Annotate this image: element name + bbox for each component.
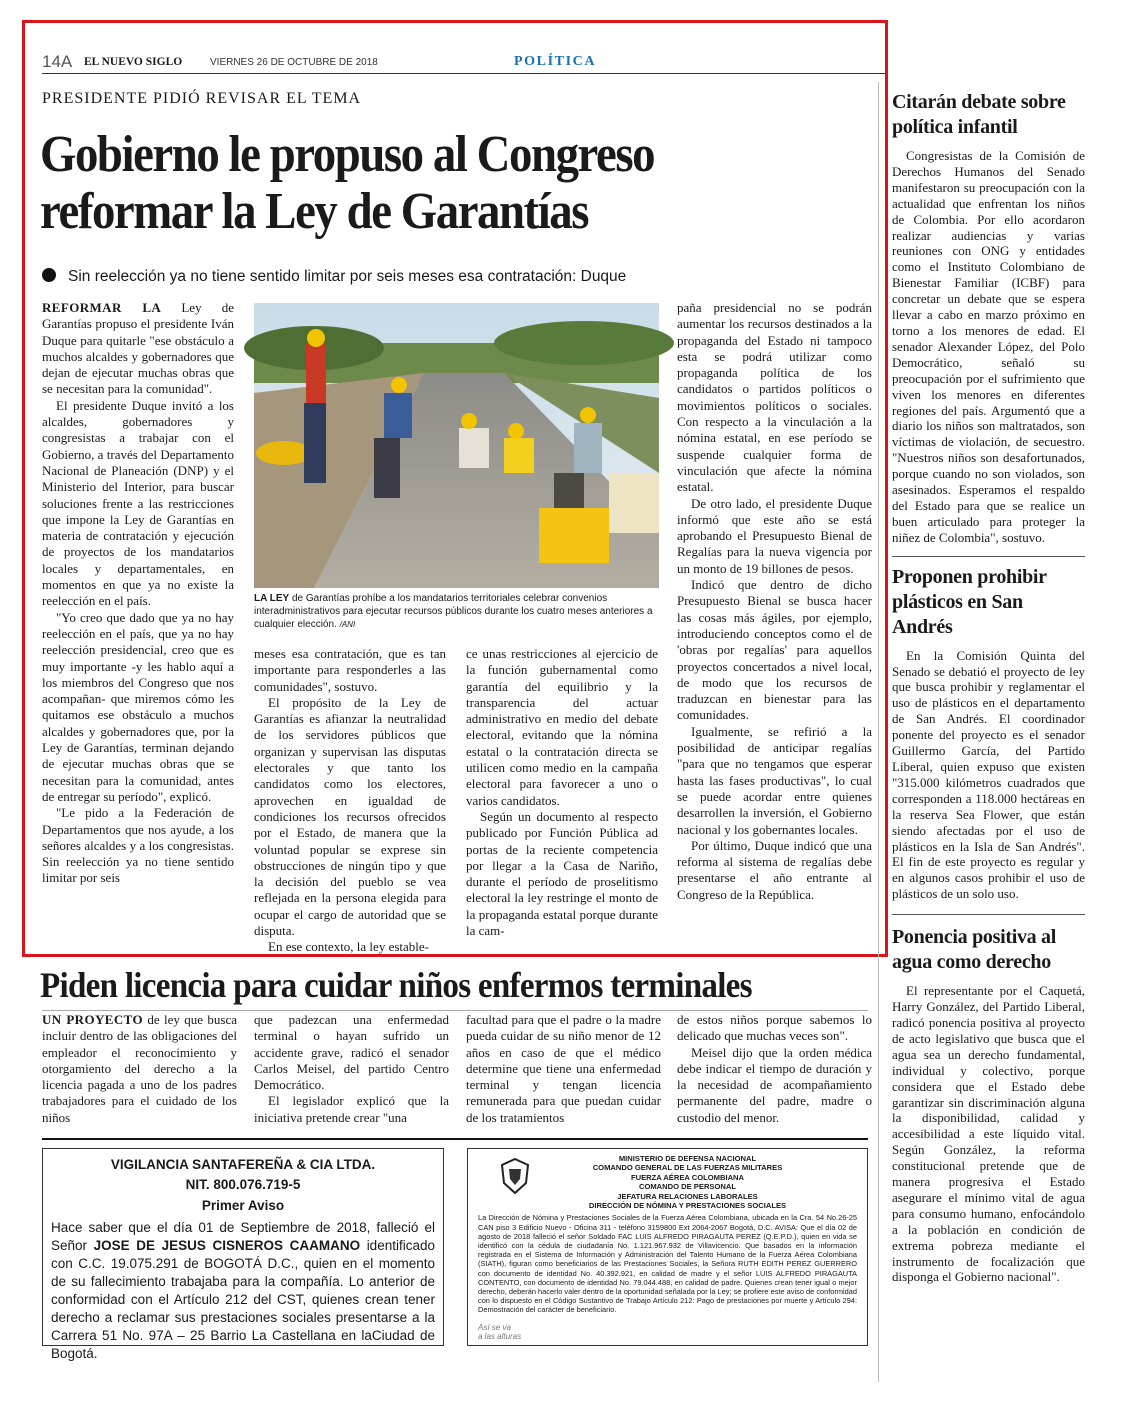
section-label: POLÍTICA [514, 54, 597, 69]
headline-line-2: reformar la Ley de Garantías [40, 183, 589, 240]
ad2-h1: MINISTERIO DE DEFENSA NACIONAL [618, 1154, 757, 1163]
ad2-body: La Dirección de Nómina y Prestaciones Sociales de la Fuerza Aérea Colombiana, ubicada en la Cra. 54 No.26-25 CAN piso 3 Edificio Nuevo - Oficina 311 - teléfono 3159800 Ext 2064-2067 Bogotá, D.C. AVISA: Que el día 02 de agosto de 2018 falleció el señor Soldado FAC LUIS ALFREDO PIRAGAUTA PEREZ (Q.E.P.D.), quien en vida se identificó con la cédula de ciudadanía No. 1.121.967.932 de Villavicencio. Que basados en la información registrada en el Sistema de Información y Administración del Talento Humano de la Fuerza Aérea Colombiana (SIATH), figuran como beneficiarios de las Prestaciones Sociales, la Señora RUTH EDITH PEREZ GUERRERO con documento de identidad No. 40.392.921, en calidad de madre y el señor LUIS ALFREDO PIRAGAUTA CONTENTO, con documento de identidad No. 79.044.488, en calidad de padre. Quienes crean tener igual o mejor derecho, deberán hacerlo valer dentro de la oportunidad señalada por la Ley; se profiere este aviso de conformidad con lo dispuesto en el Código Sustantivo de Trabajo Artículo 212: Pago de prestaciones por muerte y Artículo 294: Demostración del carácter de beneficiario. [478, 1213, 857, 1315]
col1-p3: "Yo creo que dado que ya no hay reelección en el país, que ya no hay reelección presidencial, creo que es muy importante -y les hablo aquí a los miembros del Congreso que nos acompañan- que miremos cómo les quitamos ese obstáculo a muchos alcaldes y gobernadores que, por la Ley de Garantías, terminan dejando de ejecutar muchas obras que se necesitan para la comunidad, antes de entregar su período", explicó. [42, 609, 234, 804]
ad2-h4: COMANDO DE PERSONAL [638, 1182, 737, 1192]
sidebar-title-3: Ponencia positiva al agua como derecho [892, 926, 1057, 974]
col1-p2: El presidente Duque invitó a los alcaldes, gobernadores y congresistas a trabajar con el Gobierno, a través del Departamento Nacional de Planeación (DNP) y el Ministerio del Interior, para buscar soluciones frente a las restricciones que impone la Ley de Garantías en materia de contratación y ejecución de proyectos de los mandatarios locales y departamentales, en momentos en que ya no existe la reelección en el país. [42, 397, 234, 609]
col4-p1: paña presidencial no se podrán aumentar los recursos destinados a la propaganda del Estado ni tampoco esta se podrá utilizar como propaganda política de los candidatos o partidos políticos o movimientos políticos o sociales. Con respecto a la vinculación a la nómina estatal, en ese período se suspende cualquier forma de vinculación que afecte la nómina estatal. [677, 300, 872, 495]
photo-credit: /ANI [339, 620, 356, 629]
sidebar-body-3: El representante por el Caquetá, Harry González, del Partido Liberal, radicó ponencia positiva al proyecto de acto legislativo que busca que el agua sea un derecho fundamental, individual y colectivo, porque considera que el Estado debe garantizar sin discriminación alguna la disponibilidad, calidad y accesibilidad a este líquido vital. Según González, la reforma constitucional pretende que de manera progresiva el Estado asegurare el mínimo vital de agua para consumo humano, enfocándolo a la población en condición de extrema pobreza mediante el instrumento de focalización que disponga el Gobierno nacional". [892, 983, 1085, 1285]
second-headline: Piden licencia para cuidar niños enfermos terminales [40, 965, 752, 1005]
ad1-text-a: Hace saber que el día 01 de Septiembre de 2018, falleció el Señor [51, 1220, 435, 1253]
news-photo [254, 303, 659, 588]
col2-p1: meses esa contratación, que es tan importante para responderles a las comunidades", sostuvo. [254, 646, 446, 694]
second-c4-p2: Meisel dijo que la orden médica debe indicar el tiempo de duración y la necesidad de acompañamiento permanente del padre, madre o custodio del menor. [677, 1044, 872, 1125]
ad2-slogan [478, 1323, 521, 1341]
coat-of-arms-icon [498, 1157, 532, 1195]
page-number: 14A [42, 52, 73, 71]
paper-name: EL NUEVO SIGLO [84, 56, 183, 68]
second-column-1 [42, 1012, 237, 1126]
article-column-3 [466, 646, 658, 939]
second-lead: UN PROYECTO [42, 1012, 143, 1027]
article-column-4 [677, 300, 872, 940]
obituary-notice-ad [42, 1148, 444, 1361]
military-notice-ad [467, 1148, 868, 1346]
caption-text: de Garantías prohíbe a los mandatarios territoriales celebrar convenios interadministrativos para ejecutar recursos públicos durante los cuatro meses anteriores a cualquier elección. [254, 593, 653, 630]
second-c3: facultad para que el padre o la madre pueda cuidar de su niño menor de 12 años en caso de que el médico determine que tiene una enfermedad terminal y tengan licencia remunerada para que puedan cuidar de los tratamientos [466, 1012, 661, 1125]
ad2-h2: COMANDO GENERAL DE LAS FUERZAS MILITARES [592, 1163, 783, 1173]
second-column-3 [466, 1012, 661, 1126]
headline [40, 126, 778, 240]
sidebar-body-2: En la Comisión Quinta del Senado se debatió el proyecto de ley que busca prohibir y reglamentar el uso de plásticos en el departamento de San Andrés. El coordinador ponente del proyecto es el senador Guillermo García, del Partido Liberal, quien expuso que existen "315.000 kilómetros cuadrados que corresponden a 118.000 hectáreas en la reserva Sea Flower, que están siendo afectadas por el uso de plásticos en la Isla de San Andrés". El fin de este proyecto es regular y en algunos casos prohibir el uso de plásticos de un solo uso. [892, 647, 1085, 902]
slogan-line-2: a las alturas [478, 1332, 522, 1341]
sidebar [892, 90, 1085, 1285]
subhead-text: Sin reelección ya no tiene sentido limitar por seis meses esa contratación: Duque [68, 268, 627, 285]
ad2-h3: FUERZA AÉREA COLOMBIANA [630, 1172, 745, 1182]
ad1-nit: NIT. 800.076.719-5 [185, 1177, 301, 1192]
article-lead: REFORMAR LA [42, 300, 162, 315]
ad1-company: VIGILANCIA SANTAFEREÑA & CIA LTDA. [110, 1157, 376, 1172]
ad1-name: JOSE DE JESUS CISNEROS CAAMANO [93, 1238, 361, 1253]
second-column-4 [677, 1012, 872, 1126]
headline-line-1: Gobierno le propuso al Congreso [40, 126, 655, 183]
col3-p2: Según un documento al respecto publicado por Función Pública ad portas de la reciente competencia por llegar a la Casa de Nariño, durante el período de proselitismo electoral la ley restringe el monto de la propaganda estatal porque durante la cam- [466, 808, 658, 939]
header-date: VIERNES 26 DE OCTUBRE DE 2018 [210, 57, 378, 68]
second-c1: de ley que busca incluir dentro de las obligaciones del empleador el reconocimiento y otorgamiento del derecho a la licencia pagada a uno de los padres trabajadores para el cuidado de los niños [42, 1012, 237, 1125]
sidebar-title-2: Proponen prohibir plásticos en San Andrés [892, 565, 1047, 638]
col4-p5: Por último, Duque indicó que una reforma al sistema de regalías debe presentarse el año entrante al Congreso de la República. [677, 837, 872, 902]
col4-p4: Igualmente, se refirió a la posibilidad de anticipar regalías "para que no tengamos que esperar hasta las fases productivas", lo cual se puede acordar entre quienes desarrollen la inversión, el Gobierno nacional y los gobernantes locales. [677, 723, 872, 837]
col4-p2: De otro lado, el presidente Duque informó que este año se está aprobando el Presupuesto Bienal de Regalías para la nueva vigencia por un monto de 19 billones de pesos. [677, 495, 872, 576]
col1-p4: "Le pido a la Federación de Departamentos que nos ayude, a los señores alcaldes y a los congresistas. Sin reelección ya no tiene sentido limitar por seis [42, 805, 234, 886]
page-header [42, 52, 882, 74]
second-c2-p1: que padezcan una enfermedad terminal o hayan sufrido un accidente grave, radicó el senador Carlos Meisel, del partido Centro Democrático. [254, 1012, 449, 1093]
photo-caption [254, 592, 659, 631]
col1-p1: Ley de Garantías propuso el presidente Iván Duque para quitarle "ese obstáculo a muchos alcaldes y gobernadores que dejan de ejecutar muchas obras que se necesitan para la comunidad". [42, 300, 235, 397]
col2-p2: El propósito de la Ley de Garantías es afianzar la neutralidad de los servidores públicos que organizan y supervisan las disputas electorales y que tanto los candidatos como los electores, aprovechen en igualdad de condiciones los recursos ofrecidos por el Estado, de manera que la voluntad popular se exprese sin obstrucciones de ningún tipo y que la decisión del pueblo se vea reflejada en la persona elegida para ocupar el cargo de autoridad que se disputa. [254, 694, 446, 939]
ad2-h6: DIRECCIÓN DE NÓMINA Y PRESTACIONES SOCIALES [588, 1201, 787, 1211]
article-column-2 [254, 646, 446, 955]
article-column-1 [42, 300, 234, 940]
sidebar-body-1: Congresistas de la Comisión de Derechos Humanos del Senado manifestaron su preocupación con la actualidad que enfrentan los niños de Colombia. Por ello acordaron realizar audiencias y varias reuniones con ONG y entidades como el Instituto Colombiano de Bienestar Familiar (ICBF) para concretar un debate que se espera llevar a cabo en marzo próximo en torno a los menores de edad. El senador Alexander López, del Polo Democrático, señaló su preocupación por el sufrimiento que viven los menores en diferentes regiones del país. Argumentó que a diario los niños son maltratados, son víctimas de violación, de secuestro. "Nuestros niños son desafortunados, porque cuando no son violados, son asesinados. Esperamos el respaldo del Estado para que se realice un buen articulado para proteger la niñez de Colombia", sostuvo. [892, 148, 1085, 545]
ad1-text-b: identificado con C.C. 19.075.291 de BOGOTÁ D.C., quien en el momento de su fallecimiento trabajaba para la compañía. Lo anterior de conformidad con el Artículo 212 del CST, quienes crean tener derecho a reclamar sus prestaciones sociales presentarse a la Carrera 51 No. 97A – 25 Barrio La Castellana en laCiudad de Bogotá. [51, 1238, 435, 1361]
second-c2-p2: El legislador explicó que la iniciativa pretende crear "una [254, 1093, 449, 1125]
kicker: PRESIDENTE PIDIÓ REVISAR EL TEMA [42, 90, 362, 107]
col3-p1: ce unas restricciones al ejercicio de la función gubernamental como garantía del equilibrio y la transparencia del actuar administrativo en medio del debate electoral, evitando que la nómina estatal o la contratación directa se utilicen como medio en la campaña electoral para favorecer a uno o varios candidatos. [466, 646, 658, 808]
col2-p3: En ese contexto, la ley estable- [268, 939, 429, 955]
slogan-line-1: Así se va [478, 1323, 511, 1332]
second-column-2 [254, 1012, 449, 1126]
col4-p3: Indicó que dentro de dicho Presupuesto Bienal se busca hacer las cosas más ágiles, por ejemplo, introduciendo conceptos como el de 'obras por regalías' para aquellos proyectos concertados a nivel local, de modo que los recursos de traduzcan en bienestar para las comunidades. [677, 577, 872, 723]
ad2-h5: JEFATURA RELACIONES LABORALES [617, 1191, 758, 1201]
subhead [42, 268, 872, 286]
ad1-notice: Primer Aviso [201, 1198, 285, 1213]
bullet-icon [42, 268, 56, 282]
sidebar-title-1: Citarán debate sobre política infantil [892, 91, 1066, 138]
second-c4-p1: de estos niños porque sabemos lo delicado que muchas veces son". [677, 1012, 872, 1044]
caption-lead: LA LEY [254, 593, 290, 604]
